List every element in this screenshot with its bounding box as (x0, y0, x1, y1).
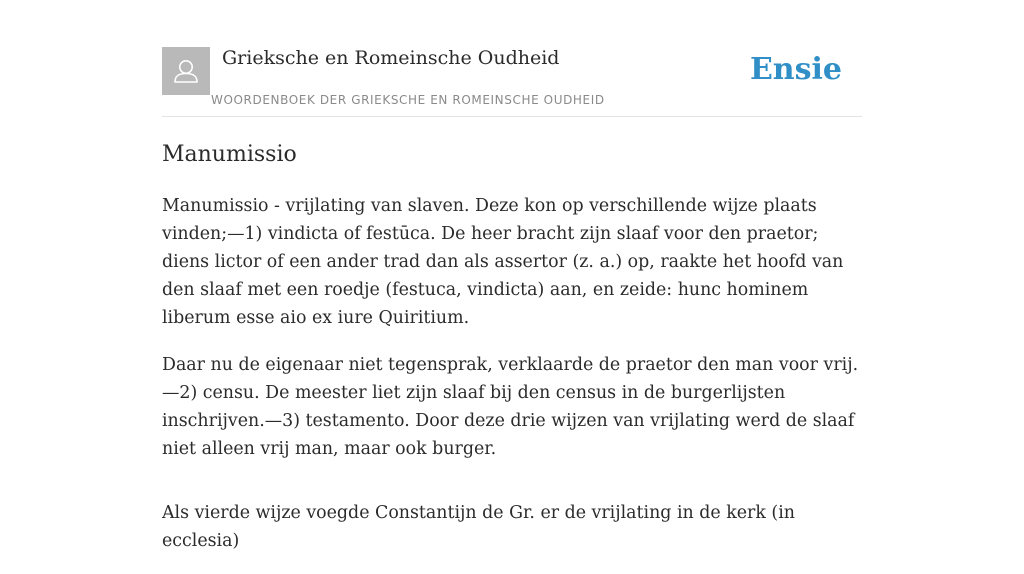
source-title-link[interactable]: Grieksche en Romeinsche Oudheid (222, 47, 560, 69)
lemma-title: Manumissio (162, 142, 297, 167)
article-paragraph: Als vierde wijze voegde Constantijn de Gr. er de vrijlating in de kerk (in ecclesia) (162, 503, 795, 551)
article-body (162, 192, 862, 574)
article-paragraph: Daar nu de eigenaar niet tegensprak, verklaarde de praetor den man voor vrij.—2) censu. De meester liet zijn slaaf bij den census in de burgerlijsten inschrijven.—3) testamento. Door deze drie wijzen van vrijlating werd de slaaf niet alleen vrij man, maar ook burger. (162, 355, 859, 459)
user-silhouette-icon[interactable] (162, 47, 210, 95)
source-subtitle: WOORDENBOEK DER GRIEKSCHE EN ROMEINSCHE OUDHEID (211, 93, 605, 107)
ensie-logo[interactable]: Ensie (749, 52, 842, 87)
article-paragraph: Manumissio - vrijlating van slaven. Deze kon op verschillende wijze plaats vinden;—1) vindicta of festūca. De heer bracht zijn slaaf voor den praetor; diens lictor of een ander trad dan als assertor (z. a.) op, raakte het hoofd van den slaaf met een roedje (festuca, vindicta) aan, en zeide: hunc hominem liberum esse aio ex iure Quiritium. (162, 196, 844, 328)
source-header (162, 46, 862, 117)
